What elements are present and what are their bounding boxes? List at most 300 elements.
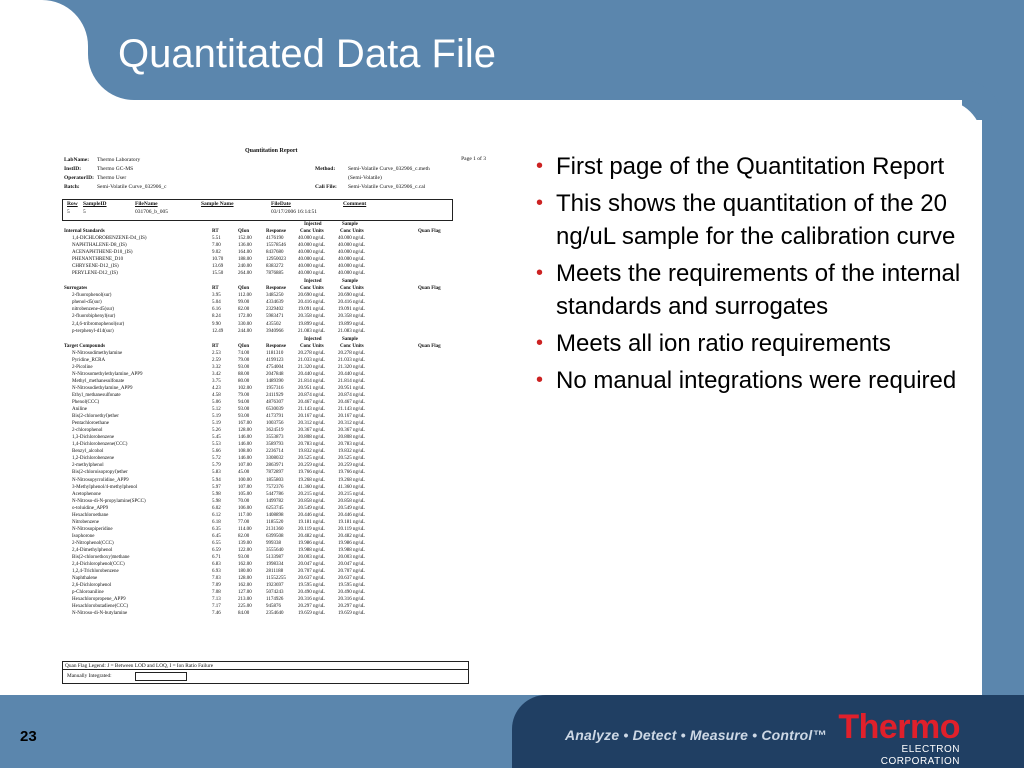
compound-name: p-terphenyl-d14(sur)	[72, 328, 114, 334]
compound-response: 3624519	[266, 428, 284, 434]
col-conc-units: Conc Units	[340, 286, 364, 292]
compound-response: 6399508	[266, 533, 284, 539]
compound-qion: 105.00	[238, 491, 252, 497]
compound-rt: 15.50	[212, 271, 224, 277]
compound-qion: 139.00	[238, 540, 252, 546]
compound-rt: 5.94	[212, 477, 221, 483]
compound-rt: 4.58	[212, 392, 221, 398]
compound-sample-conc: 20.312 ng/uL	[338, 421, 365, 427]
compound-sample-conc: 20.858 ng/uL	[338, 498, 365, 504]
compound-response: 2236714	[266, 449, 284, 455]
compound-injected-conc: 20.316 ng/uL	[298, 597, 325, 603]
compound-qion: 100.00	[238, 477, 252, 483]
compound-qion: 152.00	[238, 236, 252, 241]
compound-name: o-toluidine_APP9	[72, 505, 109, 511]
compound-injected-conc: 20.874 ng/uL	[298, 392, 325, 398]
compound-rt: 13.69	[212, 264, 224, 270]
compound-qion: 146.00	[238, 435, 252, 441]
compound-injected-conc: 20.525 ng/uL	[298, 456, 325, 462]
compound-response: 8437680	[266, 250, 284, 256]
compound-response: 4173791	[266, 414, 284, 420]
compound-rt: 6.45	[212, 533, 221, 539]
compound-name: NAPHTHALENE-D8_(IS)	[72, 243, 127, 249]
compound-injected-conc: 19.659 ng/uL	[298, 611, 325, 617]
bullet-item: • No manual integrations were required	[534, 364, 974, 397]
bullet-item: • Meets the requirements of the internal standards and surrogates	[534, 257, 974, 323]
instid-value: Thermo GC-MS	[97, 166, 134, 172]
compound-qion: 264.00	[238, 271, 252, 277]
row-header-sampleid: SampleID	[83, 201, 107, 207]
compound-qion: 93.00	[238, 555, 250, 561]
compound-sample-conc: 21.143 ng/uL	[338, 407, 365, 412]
compound-sample-conc: 20.367 ng/uL	[338, 428, 365, 434]
col-injected: Injected	[304, 336, 322, 342]
compound-rt: 6.93	[212, 569, 221, 575]
page-number: 23	[20, 728, 37, 745]
sample-info-box	[62, 199, 453, 221]
compound-injected-conc: 19.091 ng/uL	[298, 307, 325, 313]
compound-name: N-Nitrosomethylethylamine_APP9	[72, 371, 143, 377]
compound-rt: 7.08	[212, 590, 221, 596]
compound-rt: 6.83	[212, 562, 221, 568]
compound-sample-conc: 19.181 ng/uL	[338, 519, 365, 525]
compound-qion: 117.00	[238, 512, 252, 518]
compound-injected-conc: 40.000 ng/uL	[298, 250, 325, 256]
compound-qion: 93.00	[238, 407, 250, 412]
bullet-list	[534, 150, 974, 401]
compound-sample-conc: 19.988 ng/uL	[338, 548, 365, 553]
compound-injected-conc: 40.000 ng/uL	[298, 236, 325, 241]
compound-name: Acetophenone	[72, 491, 101, 497]
quantitation-report-image	[60, 144, 492, 692]
compound-rt: 7.13	[212, 597, 221, 603]
compound-rt: 7.09	[212, 583, 221, 589]
compound-response: 1408898	[266, 512, 284, 518]
compound-response: 4176190	[266, 236, 284, 241]
compound-qion: 188.00	[238, 257, 252, 263]
compound-name: 2-fluorobiphenyl(sur)	[72, 314, 116, 320]
compound-injected-conc: 20.549 ng/uL	[298, 505, 325, 511]
operator-label: OperatorID:	[64, 175, 94, 181]
compound-response: 4334639	[266, 300, 284, 306]
report-page: Page 1 of 3	[461, 156, 486, 162]
compound-qion: 80.00	[238, 378, 250, 384]
col-quan-flag: Quan Flag	[418, 229, 441, 234]
compound-rt: 5.12	[212, 407, 221, 412]
compound-rt: 5.45	[212, 435, 221, 441]
compound-injected-conc: 40.000 ng/uL	[298, 257, 325, 263]
compound-rt: 5.51	[212, 236, 221, 241]
instid-label: InstID:	[64, 166, 82, 172]
right-sidebar-band	[982, 96, 1024, 696]
method-sub: (Semi-Volatile)	[348, 175, 382, 181]
compound-response: 3485250	[266, 293, 284, 299]
compound-response: 435502	[266, 321, 281, 327]
compound-response: 1923697	[266, 583, 284, 589]
compound-sample-conc: 20.951 ng/uL	[338, 385, 365, 391]
compound-injected-conc: 41.360 ng/uL	[298, 484, 325, 490]
compound-qion: 107.00	[238, 484, 252, 490]
compound-qion: 94.00	[238, 399, 250, 405]
batch-label: Batch:	[64, 184, 80, 190]
compound-response: 3308032	[266, 456, 284, 462]
compound-name: 1,3-Dichlorobenzene	[72, 435, 115, 441]
compound-qion: 164.00	[238, 250, 252, 256]
compound-rt: 9.90	[212, 321, 221, 327]
manual-integration-box	[62, 670, 469, 684]
method-value: Semi-Volatile Curve_032906_c.meth	[348, 166, 430, 172]
compound-sample-conc: 20.783 ng/uL	[338, 442, 365, 448]
compound-rt: 5.97	[212, 484, 221, 490]
compound-response: 1489390	[266, 378, 284, 384]
compound-response: 5133987	[266, 555, 284, 561]
compound-sample-conc: 20.047 ng/uL	[338, 562, 365, 568]
compound-rt: 6.02	[212, 505, 221, 511]
compound-rt: 5.72	[212, 456, 221, 462]
compound-response: 1003756	[266, 421, 284, 427]
compound-injected-conc: 20.215 ng/uL	[298, 491, 325, 497]
compound-qion: 79.00	[238, 357, 250, 363]
compound-sample-conc: 19.659 ng/uL	[338, 611, 365, 617]
compound-injected-conc: 19.268 ng/uL	[298, 477, 325, 483]
compound-injected-conc: 20.416 ng/uL	[298, 300, 325, 306]
compound-injected-conc: 21.083 ng/uL	[298, 328, 325, 334]
section-title: Surrogates	[64, 286, 88, 292]
compound-qion: 45.00	[238, 470, 250, 476]
compound-qion: 225.00	[238, 604, 252, 610]
compound-sample-conc: 19.091 ng/uL	[338, 307, 365, 313]
col-conc-units: Conc Units	[300, 343, 324, 349]
report-title: Quantitation Report	[245, 148, 298, 154]
compound-response: 11552255	[266, 576, 286, 582]
compound-injected-conc: 20.951 ng/uL	[298, 385, 325, 391]
compound-sample-conc: 20.215 ng/uL	[338, 491, 365, 497]
header-corner	[0, 0, 88, 100]
compound-name: Pentachloroethane	[72, 421, 109, 427]
bullet-item: • Meets all ion ratio requirements	[534, 327, 974, 360]
row-value-row: 5	[67, 209, 70, 215]
compound-name: Aniline	[72, 407, 87, 412]
compound-rt: 3.95	[212, 293, 221, 299]
compound-qion: 106.00	[238, 505, 252, 511]
calfile-label: Cali File:	[315, 184, 337, 190]
compound-rt: 6.16	[212, 307, 221, 313]
compound-qion: 112.00	[238, 293, 252, 299]
col-conc-units: Conc Units	[340, 229, 364, 234]
compound-response: 1957316	[266, 385, 284, 391]
slide-title: Quantitated Data File	[118, 32, 496, 76]
compound-injected-conc: 20.312 ng/uL	[298, 421, 325, 427]
compound-sample-conc: 20.707 ng/uL	[338, 569, 365, 575]
compound-rt: 5.98	[212, 491, 221, 497]
compound-response: 2411929	[266, 392, 284, 398]
compound-injected-conc: 19.832 ng/uL	[298, 449, 325, 455]
row-header-filename: FileName	[135, 201, 158, 207]
compound-name: Phenol(CCC)	[72, 399, 100, 405]
compound-sample-conc: 19.832 ng/uL	[338, 449, 365, 455]
compound-injected-conc: 21.814 ng/uL	[298, 378, 325, 384]
quan-flag-legend: Quan Flag Legend: J = Between LOD and LOQ, I = Ion Ratio Failure	[62, 661, 469, 670]
compound-injected-conc: 20.783 ng/uL	[298, 442, 325, 448]
compound-response: 2047848	[266, 371, 284, 377]
compound-sample-conc: 20.167 ng/uL	[338, 414, 365, 420]
compound-rt: 6.35	[212, 526, 221, 532]
batch-value: Semi-Volatile Curve_032906_c	[97, 184, 167, 190]
compound-name: 3-Methylphenol/4-methylphenol	[72, 484, 138, 490]
compound-rt: 2.53	[212, 350, 221, 356]
compound-name: 2,4-Dimethylphenol	[72, 548, 113, 553]
col-conc-units: Conc Units	[300, 286, 324, 292]
compound-response: 15578546	[266, 243, 286, 249]
footer-tagline: Analyze • Detect • Measure • Control™	[565, 727, 827, 743]
compound-qion: 114.00	[238, 526, 252, 532]
compound-injected-conc: 21.320 ng/uL	[298, 364, 325, 370]
compound-name: nitrobenzene-d5(sur)	[72, 307, 114, 313]
compound-injected-conc: 20.808 ng/uL	[298, 435, 325, 441]
compound-qion: 108.00	[238, 449, 252, 455]
compound-sample-conc: 20.482 ng/uL	[338, 533, 365, 539]
compound-name: 1,2,4-Trichlorobenzene	[72, 569, 119, 575]
compound-qion: 128.00	[238, 576, 252, 582]
compound-injected-conc: 20.440 ng/uL	[298, 371, 325, 377]
compound-name: Naphthalene	[72, 576, 98, 582]
thermo-logo	[820, 710, 960, 768]
compound-name: Hexachlorobutadiene(CCC)	[72, 604, 129, 610]
compound-injected-conc: 20.858 ng/uL	[298, 498, 325, 504]
row-header-comment: Comment	[343, 201, 367, 207]
compound-injected-conc: 20.259 ng/uL	[298, 463, 325, 469]
compound-injected-conc: 20.490 ng/uL	[298, 590, 325, 596]
section-title: Internal Standards	[64, 229, 105, 234]
compound-sample-conc: 20.440 ng/uL	[338, 371, 365, 377]
compound-response: 6530039	[266, 407, 284, 412]
compound-name: Isophorone	[72, 533, 95, 539]
compound-rt: 5.98	[212, 498, 221, 504]
compound-qion: 244.00	[238, 328, 252, 334]
compound-rt: 5.26	[212, 428, 221, 434]
compound-response: 12950023	[266, 257, 286, 263]
compound-name: N-Nitrosopyrrolidine_APP9	[72, 477, 129, 483]
compound-injected-conc: 19.181 ng/uL	[298, 519, 325, 525]
compound-injected-conc: 21.033 ng/uL	[298, 357, 325, 363]
compound-response: 1181310	[266, 350, 284, 356]
compound-rt: 12.49	[212, 328, 224, 334]
col-sample: Sample	[342, 336, 358, 342]
compound-name: PHENANTHRENE_D10	[72, 257, 124, 263]
calfile-value: Semi-Volatile Curve_032906_c.cal	[348, 184, 426, 190]
compound-sample-conc: 40.000 ng/uL	[338, 250, 365, 256]
col-qion: QIon	[238, 229, 250, 234]
compound-sample-conc: 20.297 ng/uL	[338, 604, 365, 610]
compound-sample-conc: 20.525 ng/uL	[338, 456, 365, 462]
section-title: Target Compounds	[64, 343, 106, 349]
compound-name: 2,4,6-tribromophenol(sur)	[72, 321, 125, 327]
compound-sample-conc: 21.033 ng/uL	[338, 357, 365, 363]
col-rt: RT	[212, 343, 219, 349]
compound-rt: 5.06	[212, 399, 221, 405]
compound-sample-conc: 40.000 ng/uL	[338, 243, 365, 249]
compound-response: 7876885	[266, 271, 284, 277]
compound-injected-conc: 20.690 ng/uL	[298, 293, 325, 299]
col-response: Response	[266, 343, 287, 349]
col-rt: RT	[212, 229, 219, 234]
col-rt: RT	[212, 286, 219, 292]
compound-injected-conc: 20.467 ng/uL	[298, 399, 325, 405]
compound-qion: 127.00	[238, 590, 252, 596]
compound-qion: 70.00	[238, 498, 250, 504]
compound-sample-conc: 20.490 ng/uL	[338, 590, 365, 596]
compound-name: N-Nitroso-di-N-propylamine(SPCC)	[72, 498, 146, 504]
compound-response: 6253745	[266, 505, 284, 511]
col-injected: Injected	[304, 222, 322, 227]
compound-sample-conc: 19.986 ng/uL	[338, 540, 365, 546]
compound-sample-conc: 19.766 ng/uL	[338, 470, 365, 476]
row-value-sampleid: 5	[83, 209, 86, 215]
compound-injected-conc: 20.637 ng/uL	[298, 576, 325, 582]
compound-response: 7572376	[266, 484, 284, 490]
compound-injected-conc: 19.899 ng/uL	[298, 321, 325, 327]
compound-response: 1174926	[266, 597, 284, 603]
compound-qion: 146.00	[238, 442, 252, 448]
compound-sample-conc: 20.637 ng/uL	[338, 576, 365, 582]
compound-sample-conc: 21.320 ng/uL	[338, 364, 365, 370]
compound-rt: 3.32	[212, 364, 221, 370]
compound-rt: 6.71	[212, 555, 221, 561]
compound-name: 2-Nitrophenol(CCC)	[72, 540, 114, 546]
compound-injected-conc: 20.707 ng/uL	[298, 569, 325, 575]
compound-name: Benzyl_alcohol	[72, 449, 104, 455]
compound-sample-conc: 20.119 ng/uL	[338, 526, 365, 532]
compound-name: PERYLENE-D12_(IS)	[72, 271, 118, 277]
compound-rt: 8.24	[212, 314, 221, 320]
compound-sample-conc: 21.083 ng/uL	[338, 328, 365, 334]
row-value-filename: 031706_b_005	[135, 209, 168, 215]
compound-rt: 6.59	[212, 548, 221, 553]
compound-sample-conc: 40.000 ng/uL	[338, 257, 365, 263]
compound-sample-conc: 20.467 ng/uL	[338, 399, 365, 405]
compound-qion: 82.00	[238, 533, 250, 539]
compound-qion: 82.00	[238, 307, 250, 313]
compound-sample-conc: 20.316 ng/uL	[338, 597, 365, 603]
compound-rt: 9.02	[212, 250, 221, 256]
compound-rt: 5.53	[212, 442, 221, 448]
row-value-filedate: 03/17/2006 16:14:51	[271, 209, 317, 215]
compound-rt: 10.70	[212, 257, 224, 263]
compound-injected-conc: 19.766 ng/uL	[298, 470, 325, 476]
compound-response: 8383272	[266, 264, 284, 270]
report-header-left	[64, 156, 166, 192]
compound-sample-conc: 20.549 ng/uL	[338, 505, 365, 511]
compound-qion: 79.00	[238, 392, 250, 398]
compound-injected-conc: 20.358 ng/uL	[298, 314, 325, 320]
compound-injected-conc: 20.482 ng/uL	[298, 533, 325, 539]
compound-injected-conc: 20.297 ng/uL	[298, 604, 325, 610]
compound-name: phenol-d5(sur)	[72, 300, 102, 306]
compound-sample-conc: 41.360 ng/uL	[338, 484, 365, 490]
compound-name: N-Nitrosopiperidine	[72, 526, 113, 532]
bullet-item: • First page of the Quantitation Report	[534, 150, 974, 183]
labname-label: LabName:	[64, 157, 90, 163]
compound-response: 1185520	[266, 519, 284, 525]
report-header-right	[315, 165, 430, 192]
compound-sample-conc: 20.690 ng/uL	[338, 293, 365, 299]
compound-rt: 3.42	[212, 371, 221, 377]
compound-response: 2811188	[266, 569, 284, 575]
compound-response: 999338	[266, 540, 281, 546]
compound-injected-conc: 20.446 ng/uL	[298, 512, 325, 518]
compound-qion: 77.00	[238, 519, 250, 525]
compound-qion: 330.00	[238, 321, 252, 327]
compound-rt: 6.12	[212, 512, 221, 518]
compound-name: Methyl_methanesulfonate	[72, 378, 125, 384]
compound-sample-conc: 20.874 ng/uL	[338, 392, 365, 398]
compound-name: Hexachloropropene_APP9	[72, 597, 126, 603]
compound-rt: 7.46	[212, 611, 221, 617]
compound-injected-conc: 19.988 ng/uL	[298, 548, 325, 553]
compound-rt: 7.03	[212, 576, 221, 582]
compound-qion: 136.00	[238, 243, 252, 249]
compound-name: 2-methylphenol	[72, 463, 104, 469]
compound-name: N-Nitrosodimethylamine	[72, 350, 123, 356]
compound-injected-conc: 20.167 ng/uL	[298, 414, 325, 420]
compound-qion: 162.00	[238, 583, 252, 589]
compound-qion: 84.00	[238, 611, 250, 617]
compound-qion: 102.00	[238, 385, 252, 391]
col-response: Response	[266, 229, 287, 234]
compound-name: N-Nitrosodiethylamine_APP9	[72, 385, 133, 391]
row-header-row: Row	[67, 201, 78, 207]
compound-injected-conc: 40.000 ng/uL	[298, 243, 325, 249]
compound-response: 3940966	[266, 328, 284, 334]
compound-sample-conc: 20.416 ng/uL	[338, 300, 365, 306]
compound-response: 1499782	[266, 498, 284, 504]
compound-response: 4876307	[266, 399, 284, 405]
compound-name: Bis(2-chloroethoxy)methane	[72, 555, 130, 561]
compound-response: 5074243	[266, 590, 284, 596]
compound-response: 5447786	[266, 491, 284, 497]
compound-qion: 167.00	[238, 421, 252, 427]
compound-qion: 240.00	[238, 264, 252, 270]
compound-response: 2354640	[266, 611, 284, 617]
operator-value: Thermo User	[97, 175, 127, 181]
compound-injected-conc: 19.595 ng/uL	[298, 583, 325, 589]
col-quan-flag: Quan Flag	[418, 286, 441, 292]
compound-sample-conc: 20.808 ng/uL	[338, 435, 365, 441]
compound-injected-conc: 40.000 ng/uL	[298, 271, 325, 277]
compound-response: 3589793	[266, 442, 284, 448]
compound-injected-conc: 21.143 ng/uL	[298, 407, 325, 412]
compound-injected-conc: 20.278 ng/uL	[298, 350, 325, 356]
compound-name: Bis(2-chloroethyl)ether	[72, 414, 119, 420]
compound-rt: 4.23	[212, 385, 221, 391]
compound-name: Bis(2-chloroisopropyl)ether	[72, 470, 128, 476]
compound-name: CHRYSENE-D12_(IS)	[72, 264, 119, 270]
col-conc-units: Conc Units	[340, 343, 364, 349]
col-qion: QIon	[238, 343, 250, 349]
compound-name: Nitrobenzene	[72, 519, 99, 525]
compound-name: N-Nitroso-di-N-butylamine	[72, 611, 128, 617]
compound-qion: 99.00	[238, 300, 250, 306]
compound-name: 1,4-Dichlorobenzene(CCC)	[72, 442, 128, 448]
compound-response: 945876	[266, 604, 281, 610]
compound-sample-conc: 40.000 ng/uL	[338, 264, 365, 270]
compound-name: Pyridine_RCRA	[72, 357, 106, 363]
compound-response: 1855803	[266, 477, 284, 483]
compound-qion: 93.00	[238, 414, 250, 420]
brand-subtitle: ELECTRON CORPORATION	[880, 744, 960, 767]
compound-sample-conc: 40.000 ng/uL	[338, 271, 365, 277]
compound-injected-conc: 20.047 ng/uL	[298, 562, 325, 568]
